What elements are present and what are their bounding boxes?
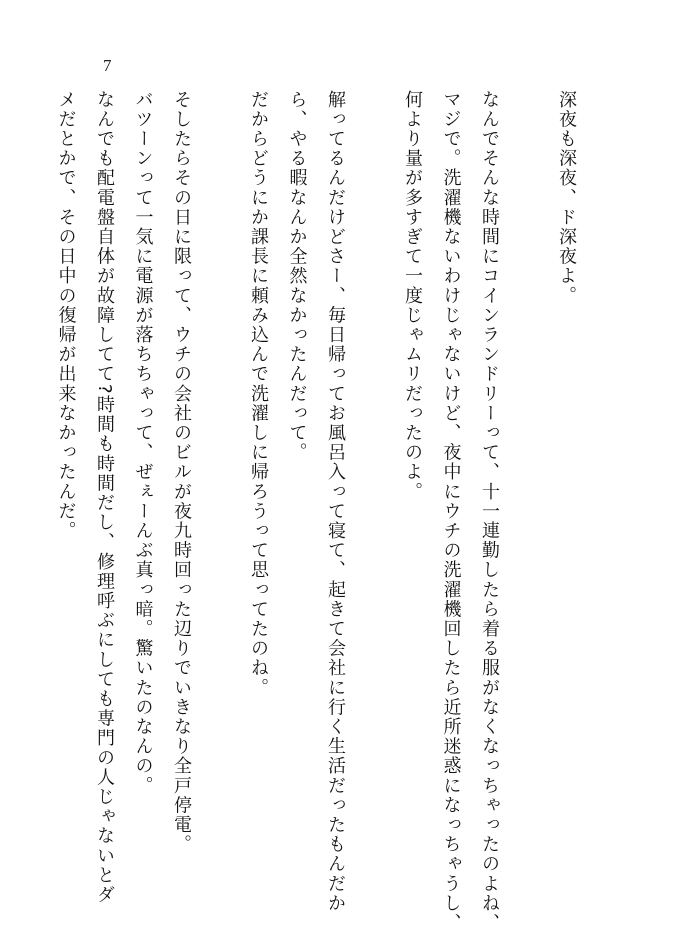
- text-line: なんでそんな時間にコインランドリーって、十一連勤したら着る服がなくなっちゃったのよね、: [479, 90, 500, 933]
- text-line: そしたらその日に限って、ウチの会社のビルが夜九時回った辺りでいきなり全戸停電。: [171, 90, 192, 855]
- text-line: 深夜も深夜、ド深夜よ。: [556, 90, 577, 306]
- page-number: 7: [103, 56, 112, 75]
- text-line: ら、やる暇なんか全然なかったんだって。: [286, 90, 308, 463]
- text-line: マジで。洗濯機ないわけじゃないけど、夜中にウチの洗濯機回したら近所迷惑になっちゃうし、: [440, 90, 462, 933]
- vertical-text-body: [55, 90, 585, 933]
- text-line: なんでも配電盤自体が故障してて?時間も時間だし、修理呼ぶにしても専門の人じゃないとダ: [94, 90, 115, 905]
- text-line: バツーンって一気に電源が落ちちゃって、ぜぇーんぶ真っ暗。驚いたのなんの。: [132, 90, 154, 796]
- blank-line: [354, 90, 393, 850]
- text-line: 何より量が多すぎて一度じゃムリだったのよ。: [402, 90, 423, 502]
- blank-line: [508, 90, 547, 850]
- text-line: 解ってるんだけどさー、毎日帰ってお風呂入って寝て、起きて会社に行く生活だったもんだか: [325, 90, 346, 914]
- text-line: だからどうにか課長に頼み込んで洗濯しに帰ろうって思ってたのね。: [248, 90, 269, 698]
- text-line: メだとかで、その日中の復帰が出来なかったんだ。: [55, 90, 77, 541]
- blank-line: [200, 90, 239, 850]
